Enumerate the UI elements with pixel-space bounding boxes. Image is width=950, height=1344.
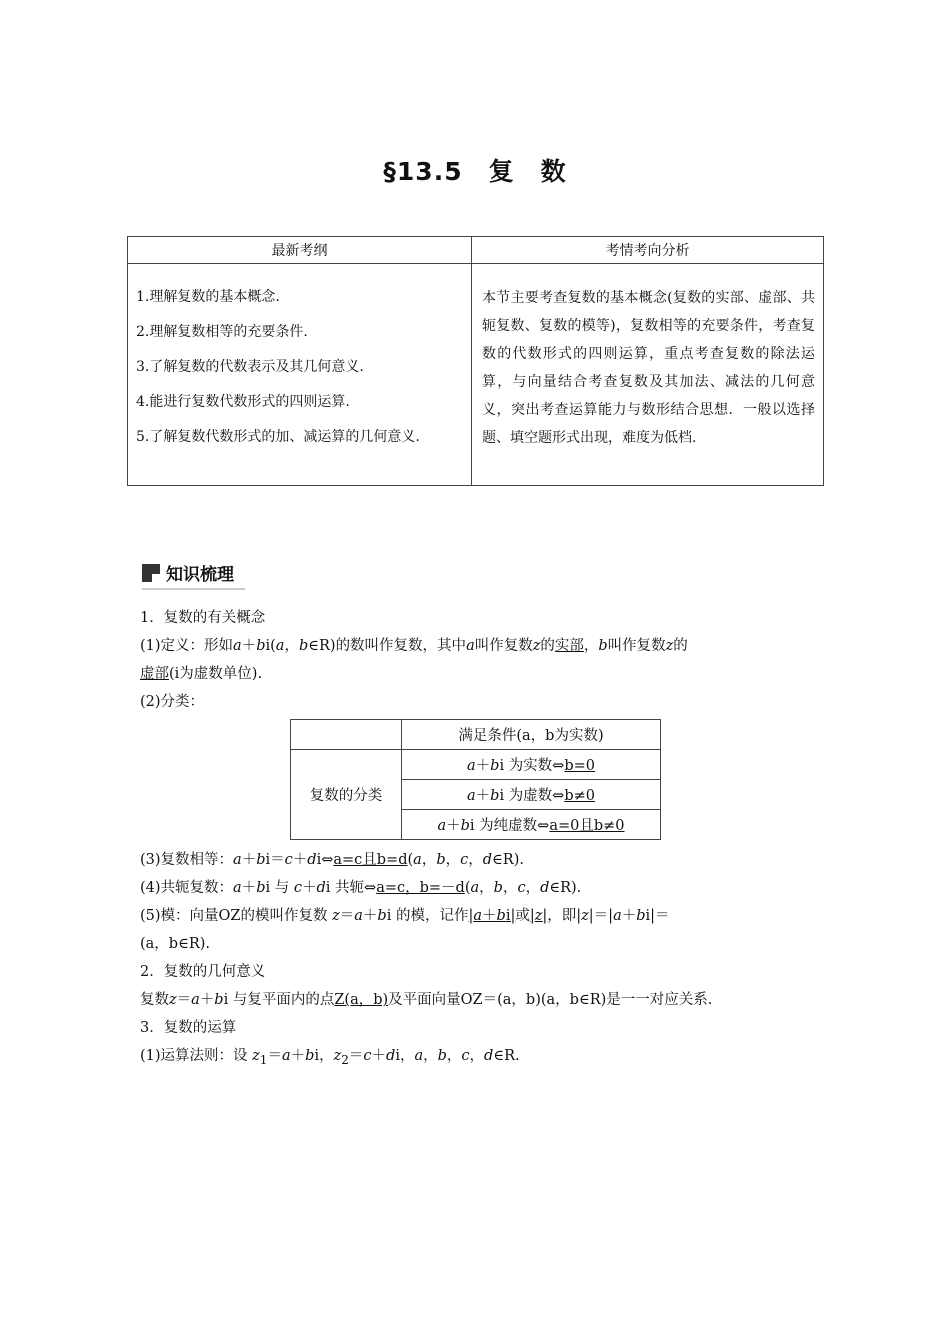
imag-part-term: 虚部 — [140, 666, 169, 682]
classification-table — [290, 719, 661, 840]
exam-outline-table — [127, 236, 824, 486]
section-square-icon — [142, 564, 160, 582]
class-imaginary: a＋bi 为虚数⇔b≠0 — [402, 780, 661, 810]
goal-item: 1.理解复数的基本概念. — [136, 289, 280, 305]
geometry-line: 复数z＝a＋bi 与复平面内的点Z(a，b)及平面向量OZ＝(a，b)(a，b∈R)是一一对应关系. — [140, 992, 713, 1008]
section-header — [142, 560, 245, 590]
class-pure-imaginary: a＋bi 为纯虚数⇔a=0且b≠0 — [402, 810, 661, 840]
modulus-line-cont: (a，b∈R). — [140, 936, 211, 952]
modulus-line: (5)模：向量OZ的模叫作复数 z＝a＋bi 的模，记作|a＋bi|或|z|，即|z|＝|a＋bi|＝ — [140, 908, 670, 924]
goal-item: 3.了解复数的代数表示及其几何意义. — [136, 359, 364, 375]
analysis-text: 本节主要考查复数的基本概念(复数的实部、虚部、共轭复数、复数的模等)，复数相等的充要条件，考查复数的代数形式的四则运算，重点考查复数的除法运算，与向量结合考查复数及其加法、减法的几何意义，突出考查运算能力与数形结合思想．一般以选择题、填空题形式出现，难度为低档. — [472, 264, 824, 486]
real-part-term: 实部 — [554, 638, 584, 654]
classification-label: (2)分类： — [140, 694, 205, 710]
section-title: 知识梳理 — [166, 565, 234, 585]
goal-list — [128, 264, 472, 486]
heading-operations: 3．复数的运算 — [140, 1020, 237, 1036]
page-title: §13.5 复 数 — [383, 157, 567, 186]
class-real: a＋bi 为实数⇔b=0 — [402, 750, 661, 780]
col-header-analysis: 考情考向分析 — [472, 237, 824, 264]
heading-concepts: 1．复数的有关概念 — [140, 610, 266, 626]
col-header-latest-outline: 最新考纲 — [128, 237, 472, 264]
knowledge-content — [140, 604, 816, 1074]
definition-line: (1)定义：形如a＋bi(a，b∈R)的数叫作复数，其中a叫作复数z的实部，b叫作复数z的 — [140, 638, 688, 654]
equality-line: (3)复数相等：a＋bi＝c＋di⇔a=c且b=d(a，b，c，d∈R). — [140, 852, 524, 868]
class-row-label: 复数的分类 — [291, 750, 402, 840]
goal-item: 4.能进行复数代数形式的四则运算. — [136, 394, 350, 410]
heading-geometry: 2．复数的几何意义 — [140, 964, 266, 980]
operation-rule-line: (1)运算法则：设 $z_1=a+bi$，$z_2=c+di$，a，b，c，d∈R. — [140, 1048, 520, 1067]
definition-line-cont: 虚部(i为虚数单位). — [140, 666, 263, 682]
class-header: 满足条件(a，b为实数) — [402, 720, 661, 750]
conjugate-line: (4)共轭复数：a＋bi 与 c＋di 共轭⇔a=c，b=－d(a，b，c，d∈R). — [140, 880, 582, 896]
goal-item: 5.了解复数代数形式的加、减运算的几何意义. — [136, 429, 420, 445]
goal-item: 2.理解复数相等的充要条件. — [136, 324, 308, 340]
